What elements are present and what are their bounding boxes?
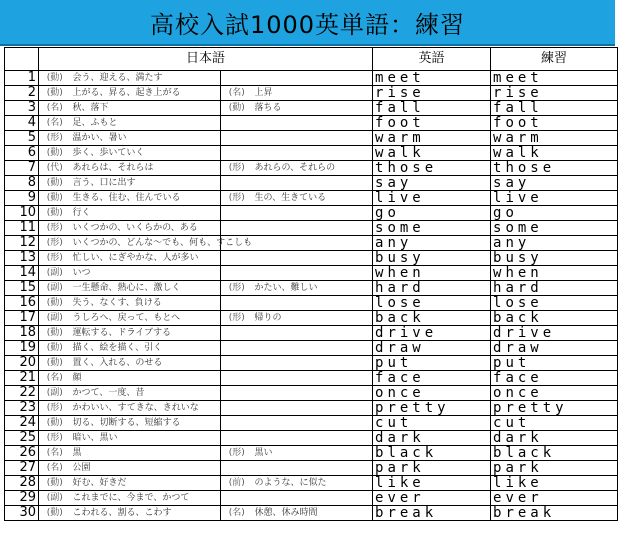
english-word: ever xyxy=(373,491,491,506)
practice-word: walk xyxy=(491,146,618,161)
english-word: warm xyxy=(373,131,491,146)
japanese-meaning-2: のような、に似た xyxy=(253,476,373,491)
row-number: 16 xyxy=(5,296,39,311)
japanese-meaning-2 xyxy=(253,131,373,146)
practice-word: drive xyxy=(491,326,618,341)
part-of-speech: (形) xyxy=(39,221,71,236)
table-row xyxy=(5,251,618,266)
row-number: 18 xyxy=(5,326,39,341)
title-banner xyxy=(0,0,615,46)
part-of-speech: (形) xyxy=(39,431,71,446)
row-number: 14 xyxy=(5,266,39,281)
practice-word: black xyxy=(491,446,618,461)
english-word: go xyxy=(373,206,491,221)
part-of-speech: (副) xyxy=(39,386,71,401)
japanese-meaning: 公園 xyxy=(71,461,221,476)
english-word: any xyxy=(373,236,491,251)
japanese-meaning: 温かい、暑い xyxy=(71,131,221,146)
japanese-meaning: 切る、切断する、短縮する xyxy=(71,416,221,431)
part-of-speech: (形) xyxy=(39,236,71,251)
part-of-speech-2: (名) xyxy=(221,86,253,101)
japanese-meaning-2 xyxy=(253,176,373,191)
row-number: 6 xyxy=(5,146,39,161)
japanese-meaning-2 xyxy=(253,461,373,476)
japanese-meaning-2: あれらの、それらの xyxy=(253,161,373,176)
table-row xyxy=(5,146,618,161)
japanese-meaning: 秋、落下 xyxy=(71,101,221,116)
row-number: 28 xyxy=(5,476,39,491)
part-of-speech-2: (形) xyxy=(221,446,253,461)
english-word: those xyxy=(373,161,491,176)
row-number: 9 xyxy=(5,191,39,206)
part-of-speech: (副) xyxy=(39,266,71,281)
practice-word: back xyxy=(491,311,618,326)
english-word: black xyxy=(373,446,491,461)
practice-word: pretty xyxy=(491,401,618,416)
part-of-speech-2 xyxy=(221,266,253,281)
row-number: 26 xyxy=(5,446,39,461)
english-word: draw xyxy=(373,341,491,356)
part-of-speech: (名) xyxy=(39,116,71,131)
japanese-meaning-2 xyxy=(253,386,373,401)
japanese-meaning: いくつかの、どんな〜でも、何も、すこしも xyxy=(71,236,221,251)
row-number: 29 xyxy=(5,491,39,506)
practice-word: once xyxy=(491,386,618,401)
row-number: 7 xyxy=(5,161,39,176)
part-of-speech: (副) xyxy=(39,491,71,506)
row-number: 25 xyxy=(5,431,39,446)
part-of-speech: (動) xyxy=(39,176,71,191)
header-practice: 練習 xyxy=(491,48,618,71)
part-of-speech: (名) xyxy=(39,446,71,461)
japanese-meaning-2: 黒い xyxy=(253,446,373,461)
english-word: foot xyxy=(373,116,491,131)
part-of-speech-2 xyxy=(221,176,253,191)
header-row xyxy=(5,48,618,71)
part-of-speech-2: (形) xyxy=(221,281,253,296)
row-number: 10 xyxy=(5,206,39,221)
japanese-meaning: あれらは、それらは xyxy=(71,161,221,176)
table-row xyxy=(5,191,618,206)
part-of-speech-2 xyxy=(221,461,253,476)
practice-word: face xyxy=(491,371,618,386)
part-of-speech-2: (形) xyxy=(221,191,253,206)
part-of-speech-2 xyxy=(221,386,253,401)
english-word: park xyxy=(373,461,491,476)
header-number xyxy=(5,48,39,71)
japanese-meaning: 暗い、黒い xyxy=(71,431,221,446)
practice-word: like xyxy=(491,476,618,491)
table-row xyxy=(5,356,618,371)
japanese-meaning-2 xyxy=(253,236,373,251)
row-number: 5 xyxy=(5,131,39,146)
part-of-speech: (動) xyxy=(39,146,71,161)
row-number: 24 xyxy=(5,416,39,431)
japanese-meaning: 歩く、歩いていく xyxy=(71,146,221,161)
practice-word: warm xyxy=(491,131,618,146)
part-of-speech-2 xyxy=(221,341,253,356)
practice-word: those xyxy=(491,161,618,176)
japanese-meaning-2 xyxy=(253,221,373,236)
japanese-meaning: 置く、入れる、のせる xyxy=(71,356,221,371)
english-word: meet xyxy=(373,71,491,86)
japanese-meaning-2 xyxy=(253,116,373,131)
practice-word: break xyxy=(491,506,618,521)
english-word: hard xyxy=(373,281,491,296)
part-of-speech-2 xyxy=(221,296,253,311)
japanese-meaning: 生きる、住む、住んでいる xyxy=(71,191,221,206)
japanese-meaning-2: 帰りの xyxy=(253,311,373,326)
table-row xyxy=(5,476,618,491)
japanese-meaning-2 xyxy=(253,341,373,356)
table-row xyxy=(5,296,618,311)
practice-word: say xyxy=(491,176,618,191)
row-number: 2 xyxy=(5,86,39,101)
table-row xyxy=(5,461,618,476)
japanese-meaning: 描く、絵を描く、引く xyxy=(71,341,221,356)
table-row xyxy=(5,116,618,131)
row-number: 8 xyxy=(5,176,39,191)
table-row xyxy=(5,101,618,116)
part-of-speech: (動) xyxy=(39,326,71,341)
part-of-speech-2 xyxy=(221,116,253,131)
japanese-meaning: 会う、迎える、満たす xyxy=(71,71,221,86)
japanese-meaning: 足、ふもと xyxy=(71,116,221,131)
japanese-meaning-2 xyxy=(253,491,373,506)
part-of-speech-2 xyxy=(221,431,253,446)
part-of-speech: (動) xyxy=(39,206,71,221)
japanese-meaning-2: 上昇 xyxy=(253,86,373,101)
part-of-speech: (動) xyxy=(39,191,71,206)
header-japanese: 日本語 xyxy=(39,48,373,71)
vocab-table xyxy=(4,47,618,521)
english-word: drive xyxy=(373,326,491,341)
japanese-meaning-2 xyxy=(253,251,373,266)
english-word: pretty xyxy=(373,401,491,416)
row-number: 1 xyxy=(5,71,39,86)
english-word: rise xyxy=(373,86,491,101)
japanese-meaning-2 xyxy=(253,146,373,161)
part-of-speech: (副) xyxy=(39,281,71,296)
row-number: 27 xyxy=(5,461,39,476)
table-row xyxy=(5,161,618,176)
row-number: 13 xyxy=(5,251,39,266)
row-number: 30 xyxy=(5,506,39,521)
part-of-speech: (形) xyxy=(39,251,71,266)
table-row xyxy=(5,281,618,296)
table-row xyxy=(5,431,618,446)
english-word: some xyxy=(373,221,491,236)
english-word: dark xyxy=(373,431,491,446)
japanese-meaning: 黒 xyxy=(71,446,221,461)
table-row xyxy=(5,326,618,341)
part-of-speech-2 xyxy=(221,401,253,416)
part-of-speech-2: (前) xyxy=(221,476,253,491)
part-of-speech: (名) xyxy=(39,101,71,116)
japanese-meaning: かわいい、すてきな、きれいな xyxy=(71,401,221,416)
part-of-speech-2 xyxy=(221,371,253,386)
part-of-speech: (動) xyxy=(39,416,71,431)
practice-word: hard xyxy=(491,281,618,296)
japanese-meaning-2 xyxy=(253,266,373,281)
english-word: once xyxy=(373,386,491,401)
english-word: like xyxy=(373,476,491,491)
japanese-meaning-2: 休憩、休み時間 xyxy=(253,506,373,521)
table-row xyxy=(5,386,618,401)
part-of-speech-2 xyxy=(221,131,253,146)
table-row xyxy=(5,491,618,506)
part-of-speech-2 xyxy=(221,146,253,161)
practice-word: when xyxy=(491,266,618,281)
table-row xyxy=(5,371,618,386)
part-of-speech-2: (名) xyxy=(221,506,253,521)
japanese-meaning: 言う、口に出す xyxy=(71,176,221,191)
table-row xyxy=(5,221,618,236)
japanese-meaning-2 xyxy=(253,296,373,311)
english-word: face xyxy=(373,371,491,386)
japanese-meaning-2 xyxy=(253,71,373,86)
japanese-meaning-2 xyxy=(253,371,373,386)
part-of-speech-2 xyxy=(221,221,253,236)
english-word: live xyxy=(373,191,491,206)
practice-word: foot xyxy=(491,116,618,131)
row-number: 22 xyxy=(5,386,39,401)
practice-word: any xyxy=(491,236,618,251)
japanese-meaning: こわれる、割る、こわす xyxy=(71,506,221,521)
practice-word: ever xyxy=(491,491,618,506)
japanese-meaning: 上がる、昇る、起き上がる xyxy=(71,86,221,101)
part-of-speech-2 xyxy=(221,206,253,221)
part-of-speech: (動) xyxy=(39,356,71,371)
row-number: 3 xyxy=(5,101,39,116)
english-word: say xyxy=(373,176,491,191)
japanese-meaning: これまでに、今まで、かつて xyxy=(71,491,221,506)
part-of-speech-2 xyxy=(221,326,253,341)
english-word: back xyxy=(373,311,491,326)
table-row xyxy=(5,506,618,521)
part-of-speech: (動) xyxy=(39,296,71,311)
part-of-speech: (名) xyxy=(39,371,71,386)
japanese-meaning-2 xyxy=(253,416,373,431)
japanese-meaning: 好む、好きだ xyxy=(71,476,221,491)
part-of-speech: (形) xyxy=(39,401,71,416)
part-of-speech: (動) xyxy=(39,86,71,101)
english-word: lose xyxy=(373,296,491,311)
row-number: 17 xyxy=(5,311,39,326)
table-row xyxy=(5,311,618,326)
practice-word: draw xyxy=(491,341,618,356)
japanese-meaning: 顔 xyxy=(71,371,221,386)
table-row xyxy=(5,401,618,416)
part-of-speech: (形) xyxy=(39,131,71,146)
practice-word: busy xyxy=(491,251,618,266)
japanese-meaning: いくつかの、いくらかの、ある xyxy=(71,221,221,236)
japanese-meaning-2 xyxy=(253,326,373,341)
japanese-meaning: かつて、一度、昔 xyxy=(71,386,221,401)
part-of-speech-2 xyxy=(221,491,253,506)
practice-word: lose xyxy=(491,296,618,311)
table-row xyxy=(5,131,618,146)
row-number: 15 xyxy=(5,281,39,296)
table-row xyxy=(5,446,618,461)
practice-word: dark xyxy=(491,431,618,446)
header-english: 英語 xyxy=(373,48,491,71)
english-word: fall xyxy=(373,101,491,116)
part-of-speech-2: (形) xyxy=(221,161,253,176)
english-word: break xyxy=(373,506,491,521)
part-of-speech: (代) xyxy=(39,161,71,176)
part-of-speech-2 xyxy=(221,251,253,266)
part-of-speech: (副) xyxy=(39,311,71,326)
table-row xyxy=(5,176,618,191)
part-of-speech-2: (動) xyxy=(221,101,253,116)
part-of-speech-2 xyxy=(221,356,253,371)
row-number: 4 xyxy=(5,116,39,131)
page-title: 高校入試1000英単語：練習 xyxy=(149,10,466,39)
practice-word: some xyxy=(491,221,618,236)
table-row xyxy=(5,206,618,221)
part-of-speech: (動) xyxy=(39,341,71,356)
part-of-speech: (動) xyxy=(39,506,71,521)
japanese-meaning-2: 生の、生きている xyxy=(253,191,373,206)
part-of-speech: (名) xyxy=(39,461,71,476)
english-word: busy xyxy=(373,251,491,266)
table-row xyxy=(5,71,618,86)
practice-word: park xyxy=(491,461,618,476)
table-row xyxy=(5,86,618,101)
english-word: put xyxy=(373,356,491,371)
japanese-meaning: 一生懸命、熱心に、激しく xyxy=(71,281,221,296)
table-row xyxy=(5,416,618,431)
row-number: 11 xyxy=(5,221,39,236)
japanese-meaning-2 xyxy=(253,356,373,371)
japanese-meaning: 忙しい、にぎやかな、人が多い xyxy=(71,251,221,266)
japanese-meaning-2: 落ちる xyxy=(253,101,373,116)
japanese-meaning: 運転する、ドライブする xyxy=(71,326,221,341)
part-of-speech-2 xyxy=(221,71,253,86)
japanese-meaning-2 xyxy=(253,206,373,221)
japanese-meaning: 行く xyxy=(71,206,221,221)
japanese-meaning-2 xyxy=(253,431,373,446)
japanese-meaning-2 xyxy=(253,401,373,416)
table-row xyxy=(5,341,618,356)
practice-word: cut xyxy=(491,416,618,431)
row-number: 20 xyxy=(5,356,39,371)
english-word: walk xyxy=(373,146,491,161)
japanese-meaning: いつ xyxy=(71,266,221,281)
part-of-speech-2: (形) xyxy=(221,311,253,326)
practice-word: go xyxy=(491,206,618,221)
practice-word: rise xyxy=(491,86,618,101)
part-of-speech: (動) xyxy=(39,476,71,491)
japanese-meaning: 失う、なくす、負ける xyxy=(71,296,221,311)
part-of-speech-2 xyxy=(221,416,253,431)
table-row xyxy=(5,266,618,281)
row-number: 12 xyxy=(5,236,39,251)
practice-word: put xyxy=(491,356,618,371)
table-row xyxy=(5,236,618,251)
row-number: 23 xyxy=(5,401,39,416)
english-word: cut xyxy=(373,416,491,431)
practice-word: fall xyxy=(491,101,618,116)
english-word: when xyxy=(373,266,491,281)
practice-word: live xyxy=(491,191,618,206)
row-number: 21 xyxy=(5,371,39,386)
practice-word: meet xyxy=(491,71,618,86)
row-number: 19 xyxy=(5,341,39,356)
japanese-meaning-2: かたい、難しい xyxy=(253,281,373,296)
japanese-meaning: うしろへ、戻って、もとへ xyxy=(71,311,221,326)
part-of-speech: (動) xyxy=(39,71,71,86)
